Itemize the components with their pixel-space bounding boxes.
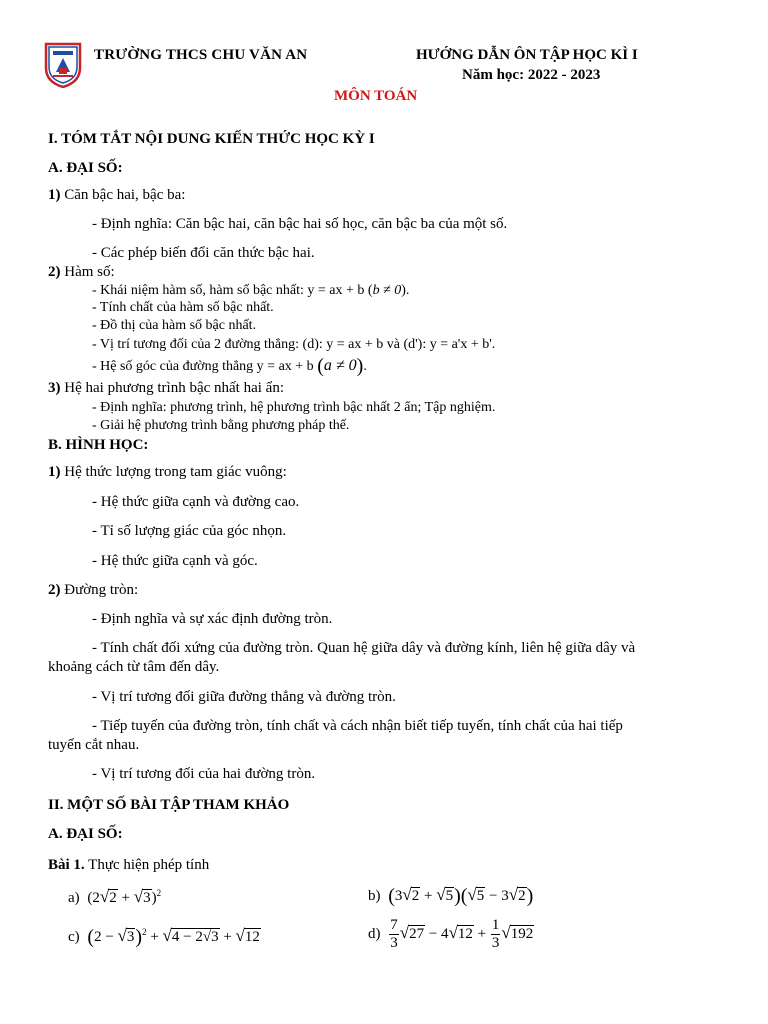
part1-title: I. TÓM TẮT NỘI DUNG KIẾN THỨC HỌC KỲ I xyxy=(48,131,375,147)
list-item: - Định nghĩa và sự xác định đường tròn. xyxy=(92,611,333,627)
algebra-section-2 xyxy=(48,264,115,281)
list-item: - Định nghĩa: phương trình, hệ phương trình bậc nhất 2 ẩn; Tập nghiệm. xyxy=(92,400,496,415)
part2-algebra-heading: A. ĐẠI SỐ: xyxy=(48,826,123,842)
list-item-end: ). xyxy=(401,283,410,298)
exercise-1 xyxy=(48,857,209,874)
list-item: - Đồ thị của hàm số bậc nhất. xyxy=(92,318,257,333)
exercise-item-d: d) $\frac{7}{3}$ √27 − 4√12 + $\frac{1}{3}$ √192 xyxy=(368,917,534,951)
exercise-text: Thực hiện phép tính xyxy=(88,857,210,873)
algebra-section-3 xyxy=(48,380,284,397)
list-item-text: - Khái niệm hàm số, hàm số bậc nhất: y = ax + b ( xyxy=(92,283,373,298)
part2-title: II. MỘT SỐ BÀI TẬP THAM KHẢO xyxy=(48,797,290,813)
item-label: d) xyxy=(368,926,381,942)
subject-title: MÔN TOÁN xyxy=(334,88,418,104)
list-item: - Các phép biến đổi căn thức bậc hai. xyxy=(92,245,315,261)
section-title: Hàm số: xyxy=(64,264,115,280)
item-label: c) xyxy=(68,929,80,945)
list-item: - Hệ thức giữa cạnh và đường cao. xyxy=(92,494,300,510)
section-title: Hệ thức lượng trong tam giác vuông: xyxy=(64,464,287,480)
list-item-text: - Hệ số góc của đường thẳng y = ax + b xyxy=(92,359,318,374)
exercise-item-c: c) $(2 - √3)^2 + √4 - 2√3 + √12$ xyxy=(68,926,260,948)
algebra-heading: A. ĐẠI SỐ: xyxy=(48,160,123,176)
list-item: - Tính chất của hàm số bậc nhất. xyxy=(92,300,274,315)
section-title: Căn bậc hai, bậc ba: xyxy=(64,187,186,203)
condition: a ≠ 0 xyxy=(323,357,357,374)
school-year: Năm học: 2022 - 2023 xyxy=(462,67,601,83)
document-title: HƯỚNG DẪN ÔN TẬP HỌC KÌ I xyxy=(416,47,638,63)
item-label: b) xyxy=(368,888,381,904)
section-number: 1) xyxy=(48,187,61,203)
geometry-heading: B. HÌNH HỌC: xyxy=(48,437,149,453)
section-title: Hệ hai phương trình bậc nhất hai ẩn: xyxy=(64,380,284,396)
list-item: - Hệ số góc của đường thẳng y = ax + b (a ≠ 0). xyxy=(92,355,367,377)
section-number: 2) xyxy=(48,264,61,280)
list-item-continuation: khoảng cách từ tâm đến dây. xyxy=(48,659,220,675)
list-item: - Giải hệ phương trình bằng phương pháp thế. xyxy=(92,418,350,433)
list-item: - Vị trí tương đối giữa đường thẳng và đường tròn. xyxy=(92,689,396,705)
list-item: - Định nghĩa: Căn bậc hai, căn bậc hai số học, căn bậc ba của một số. xyxy=(92,216,508,232)
condition: b ≠ 0 xyxy=(372,283,402,298)
section-title: Đường tròn: xyxy=(64,582,139,598)
geometry-section-1 xyxy=(48,464,287,481)
school-logo xyxy=(44,42,82,88)
list-item xyxy=(92,283,409,299)
list-item: - Vị trí tương đối của hai đường tròn. xyxy=(92,766,316,782)
algebra-section-1 xyxy=(48,187,185,204)
section-number: 3) xyxy=(48,380,61,396)
list-item-end: . xyxy=(363,359,367,374)
section-number: 1) xyxy=(48,464,61,480)
school-name: TRƯỜNG THCS CHU VĂN AN xyxy=(94,47,308,63)
section-number: 2) xyxy=(48,582,61,598)
geometry-section-2 xyxy=(48,582,138,599)
list-item: - Tính chất đối xứng của đường tròn. Quan hệ giữa dây và đường kính, liên hệ giữa dây và xyxy=(92,640,636,656)
exercise-item-a: a) $(2√2 + √3)^2$ xyxy=(68,887,162,906)
list-item-continuation: tuyến cắt nhau. xyxy=(48,737,140,753)
exercise-label: Bài 1. xyxy=(48,857,85,873)
list-item: - Tỉ số lượng giác của góc nhọn. xyxy=(92,523,287,539)
list-item: - Tiếp tuyến của đường tròn, tính chất và cách nhận biết tiếp tuyến, tính chất của hai tiếp xyxy=(92,718,623,734)
item-label: a) xyxy=(68,890,80,906)
exercise-item-b: b) (3√2 + √5)(√5 − 3√2) xyxy=(368,885,534,907)
list-item: - Vị trí tương đối của 2 đường thẳng: (d): y = ax + b và (d'): y = a'x + b'. xyxy=(92,337,496,352)
list-item: - Hệ thức giữa cạnh và góc. xyxy=(92,553,258,569)
